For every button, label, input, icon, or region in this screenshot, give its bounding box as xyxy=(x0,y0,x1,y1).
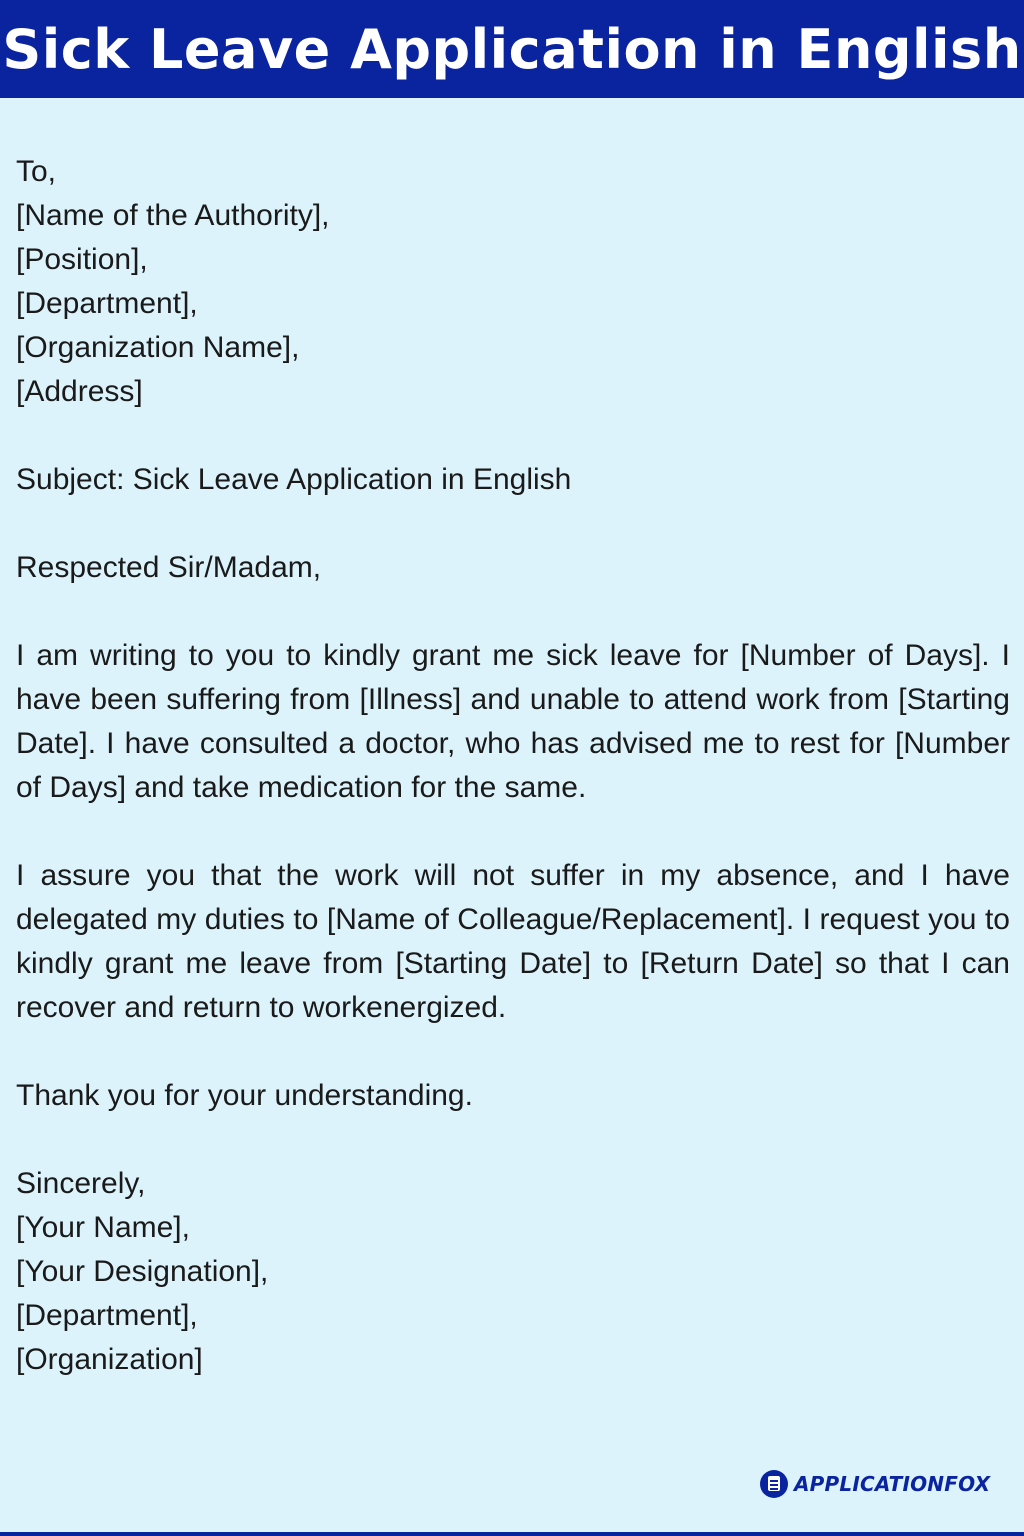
closing-line: [Department], xyxy=(16,1299,198,1332)
body-paragraph: I am writing to you to kindly grant me sick leave for [Number of Days]. I have been suffering from [Illness] and unable to attend work from [Starting Date]. I have consulted a doctor, who has advised me to rest for [Number of Days] and take medication for the same. xyxy=(16,639,1010,804)
bottom-divider xyxy=(0,1532,1024,1536)
page-header xyxy=(0,0,1024,98)
recipient-line: To, xyxy=(16,155,57,188)
page-title: Sick Leave Application in English xyxy=(2,17,1022,81)
recipient-block xyxy=(16,150,1010,414)
recipient-line: [Organization Name], xyxy=(16,331,300,364)
closing-line: [Organization] xyxy=(16,1343,203,1376)
recipient-line: [Department], xyxy=(16,287,198,320)
closing-line: Sincerely, xyxy=(16,1167,146,1200)
recipient-line: [Position], xyxy=(16,243,148,276)
letter-body xyxy=(16,150,1010,1382)
closing-line: [Your Designation], xyxy=(16,1255,269,1288)
recipient-line: [Address] xyxy=(16,375,143,408)
thanks-line: Thank you for your understanding. xyxy=(16,1079,473,1112)
brand-logo xyxy=(760,1470,990,1498)
closing-block xyxy=(16,1162,1010,1382)
document-icon xyxy=(760,1470,788,1498)
subject-line: Subject: Sick Leave Application in English xyxy=(16,463,572,496)
body-paragraph: I assure you that the work will not suffer in my absence, and I have delegated my duties to [Name of Colleague/Replacement]. I request you to kindly grant me leave from [Starting Date] to [Return Date] so that I can recover and return to workenergized. xyxy=(16,859,1010,1024)
recipient-line: [Name of the Authority], xyxy=(16,199,330,232)
brand-name: APPLICATIONFOX xyxy=(794,1472,991,1496)
closing-line: [Your Name], xyxy=(16,1211,190,1244)
salutation: Respected Sir/Madam, xyxy=(16,551,322,584)
